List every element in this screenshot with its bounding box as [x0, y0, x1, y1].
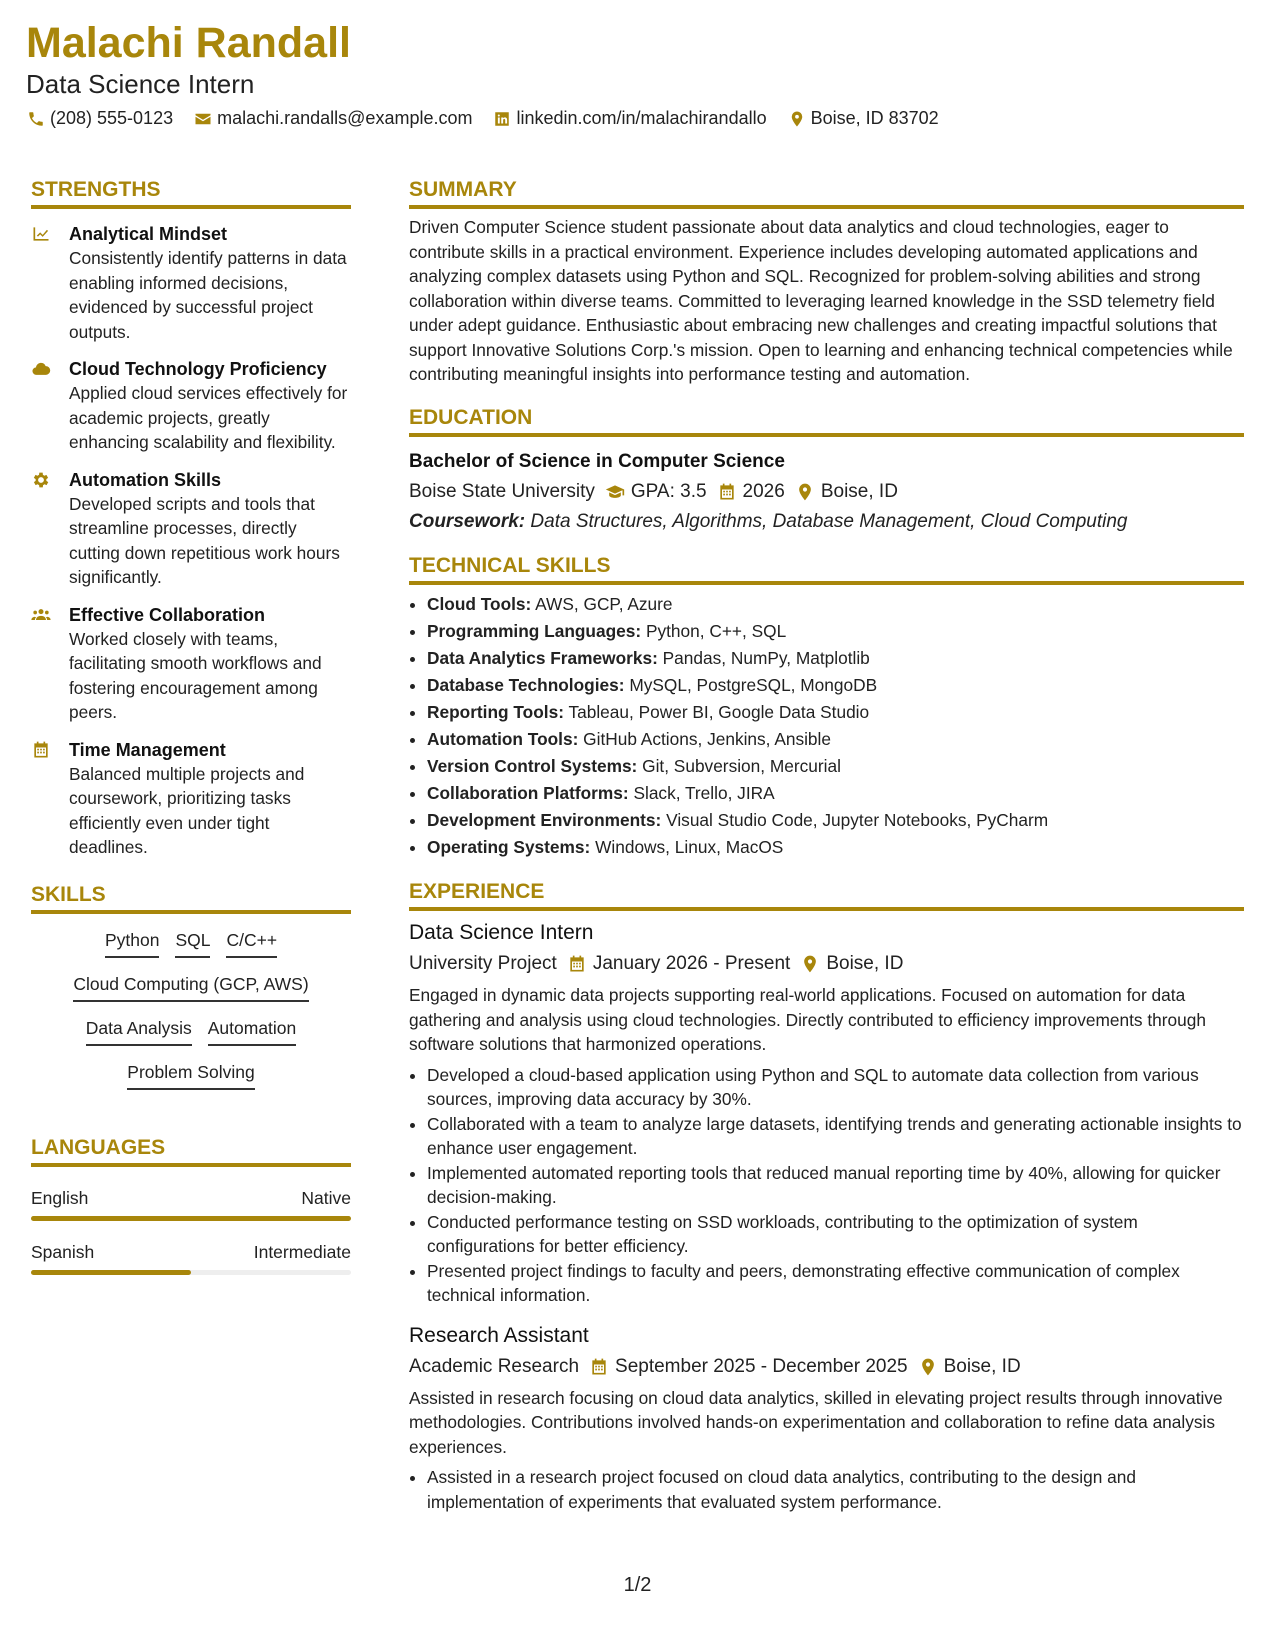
- experience-item: [409, 919, 1244, 1308]
- technical-skills-heading: TECHNICAL SKILLS: [409, 553, 1244, 585]
- graduation-cap-icon: [605, 482, 625, 502]
- users-icon: [31, 603, 69, 725]
- job-title: Research Assistant: [409, 1323, 589, 1347]
- job-bullet: • Presented project findings to faculty and peers, demonstrating effective communication of complex technical information.: [427, 1259, 1244, 1308]
- language-level: Intermediate: [253, 1242, 351, 1263]
- cloud-icon: [31, 357, 69, 455]
- experience-item: [409, 1322, 1244, 1515]
- strengths-section: [31, 177, 351, 860]
- technical-skills-section: [409, 553, 1244, 861]
- location-icon: [795, 482, 815, 502]
- language-level-fill: [31, 1270, 191, 1275]
- languages-section: [31, 1135, 351, 1275]
- technical-skill-item: • Operating Systems: Windows, Linux, MacOS: [427, 834, 1244, 861]
- candidate-title: Data Science Intern: [26, 68, 255, 99]
- job-location: Boise, ID: [943, 1355, 1021, 1377]
- degree-title: Bachelor of Science in Computer Science: [409, 450, 785, 472]
- gear-icon: [31, 468, 69, 590]
- candidate-name: Malachi Randall: [26, 19, 351, 67]
- skills-row: [31, 1016, 351, 1046]
- technical-skills-list: [409, 591, 1244, 861]
- school-location: Boise, ID: [820, 480, 898, 502]
- job-organization: University Project: [409, 953, 557, 975]
- contact-location: Boise, ID 83702: [787, 108, 939, 129]
- strength-item: Automation Skills Developed scripts and tools that streamline processes, directly cutting down repetitious work hours significantly.: [31, 468, 351, 590]
- job-dates: January 2026 - Present: [592, 953, 791, 975]
- job-description: Assisted in research focusing on cloud data analytics, skilled in elevating project results through innovative methodologies. Contributions involved hands-on experimentation and collaboration to refine data analysis experiences.: [409, 1387, 1223, 1457]
- education-meta: [409, 479, 1244, 505]
- language-level-bar: [31, 1216, 351, 1221]
- summary-heading: SUMMARY: [409, 177, 1244, 209]
- skills-section: [31, 882, 351, 1090]
- chart-line-icon: [31, 222, 69, 344]
- language-level-bar: [31, 1270, 351, 1275]
- language-item: [31, 1241, 351, 1275]
- job-bullet: • Implemented automated reporting tools that reduced manual reporting time by 40%, allowing for quicker decision-making.: [427, 1161, 1244, 1210]
- job-title: Data Science Intern: [409, 921, 594, 945]
- calendar-icon: [31, 738, 69, 860]
- strength-item: Analytical Mindset Consistently identify patterns in data enabling informed decisions, evidenced by successful project outputs.: [31, 222, 351, 344]
- experience-list: [409, 919, 1244, 1514]
- graduation-year: 2026: [742, 480, 785, 502]
- job-meta: [409, 1354, 1244, 1380]
- page-number: 1/2: [623, 1574, 652, 1596]
- job-bullet: • Conducted performance testing on SSD workloads, contributing to the optimization of system configurations for better efficiency.: [427, 1210, 1244, 1259]
- skills-row: [31, 972, 351, 1002]
- technical-skill-item: • Automation Tools: GitHub Actions, Jenkins, Ansible: [427, 726, 1244, 753]
- skills-heading: SKILLS: [31, 882, 351, 914]
- calendar-icon: [567, 954, 587, 974]
- school-name: Boise State University: [409, 480, 595, 502]
- calendar-icon: [589, 1357, 609, 1377]
- skill-tag: Cloud Computing (GCP, AWS): [73, 972, 308, 1002]
- location-icon: [787, 109, 807, 129]
- technical-skill-item: • Development Environments: Visual Studio Code, Jupyter Notebooks, PyCharm: [427, 807, 1244, 834]
- linkedin-icon: [492, 109, 512, 129]
- technical-skill-item: • Cloud Tools: AWS, GCP, Azure: [427, 591, 1244, 618]
- skill-tag: Python: [105, 928, 159, 958]
- resume-header: [26, 18, 1226, 129]
- contact-phone[interactable]: (208) 555-0123: [26, 108, 173, 129]
- gpa: GPA: 3.5: [630, 480, 707, 502]
- strength-item: Time Management Balanced multiple projects and coursework, prioritizing tasks efficiently even under tight deadlines.: [31, 738, 351, 860]
- coursework: Coursework: Data Structures, Algorithms, Database Management, Cloud Computing: [409, 510, 1128, 532]
- technical-skill-item: • Programming Languages: Python, C++, SQL: [427, 618, 1244, 645]
- language-name: Spanish: [31, 1242, 95, 1263]
- skill-tag: Data Analysis: [86, 1016, 192, 1046]
- job-dates: September 2025 - December 2025: [615, 1355, 908, 1377]
- technical-skill-item: • Reporting Tools: Tableau, Power BI, Google Data Studio: [427, 699, 1244, 726]
- job-bullet: • Collaborated with a team to analyze large datasets, identifying trends and generating actionable insights to enhance user engagement.: [427, 1112, 1244, 1161]
- left-column: [31, 177, 351, 1275]
- experience-heading: EXPERIENCE: [409, 879, 1244, 911]
- technical-skill-item: • Database Technologies: MySQL, PostgreSQL, MongoDB: [427, 672, 1244, 699]
- skills-row: [31, 928, 351, 958]
- job-organization: Academic Research: [409, 1355, 580, 1377]
- technical-skill-item: • Version Control Systems: Git, Subversion, Mercurial: [427, 753, 1244, 780]
- language-item: [31, 1187, 351, 1221]
- location-icon: [800, 954, 820, 974]
- right-column: [409, 177, 1244, 1514]
- skill-tag: SQL: [175, 928, 210, 958]
- strength-item: Cloud Technology Proficiency Applied cloud services effectively for academic projects, greatly enhancing scalability and flexibility.: [31, 357, 351, 455]
- job-meta: [409, 951, 1244, 977]
- summary-text: Driven Computer Science student passionate about data analytics and cloud technologies, eager to contribute skills in a practical environment. Experience includes developing automated applications and analyzing complex datasets using Python and SQL. Recognized for problem-solving abilities and strong collaboration within diverse teams. Committed to leveraging learned knowledge in the SSD telemetry field under adept guidance. Enthusiastic about embracing new challenges and creating impactful solutions that support Innovative Solutions Corp.'s mission. Open to learning and enhancing technical competencies while contributing meaningful insights into performance testing and automation.: [409, 217, 1233, 385]
- languages-heading: LANGUAGES: [31, 1135, 351, 1167]
- strength-item: Effective Collaboration Worked closely with teams, facilitating smooth workflows and fostering encouragement among peers.: [31, 603, 351, 725]
- education-heading: EDUCATION: [409, 405, 1244, 437]
- language-level: Native: [301, 1188, 351, 1209]
- job-bullets: [409, 1465, 1244, 1514]
- experience-section: [409, 879, 1244, 1514]
- education-section: [409, 405, 1244, 535]
- skill-tag: Problem Solving: [127, 1060, 254, 1090]
- skills-row: [31, 1060, 351, 1090]
- contact-linkedin[interactable]: linkedin.com/in/malachirandallo: [492, 108, 766, 129]
- skill-tag: C/C++: [226, 928, 277, 958]
- envelope-icon: [193, 109, 213, 129]
- technical-skill-item: • Data Analytics Frameworks: Pandas, NumPy, Matplotlib: [427, 645, 1244, 672]
- skill-tag: Automation: [208, 1016, 297, 1046]
- job-bullet: • Assisted in a research project focused on cloud data analytics, contributing to the design and implementation of experiments that evaluated system performance.: [427, 1465, 1244, 1514]
- summary-section: [409, 177, 1244, 387]
- language-level-fill: [31, 1216, 351, 1221]
- location-icon: [918, 1357, 938, 1377]
- contact-bar: [26, 108, 1226, 129]
- language-name: English: [31, 1188, 89, 1209]
- job-bullets: [409, 1063, 1244, 1308]
- job-description: Engaged in dynamic data projects supporting real-world applications. Focused on automation for data gathering and analysis using cloud technologies. Directly contributed to efficiency improvements through software solutions that harmonized operations.: [409, 985, 1206, 1055]
- job-bullet: • Developed a cloud-based application using Python and SQL to automate data collection from various sources, improving data accuracy by 30%.: [427, 1063, 1244, 1112]
- strengths-heading: STRENGTHS: [31, 177, 351, 209]
- job-location: Boise, ID: [826, 953, 904, 975]
- calendar-icon: [717, 482, 737, 502]
- phone-icon: [26, 109, 46, 129]
- contact-email[interactable]: malachi.randalls@example.com: [193, 108, 472, 129]
- technical-skill-item: • Collaboration Platforms: Slack, Trello, JIRA: [427, 780, 1244, 807]
